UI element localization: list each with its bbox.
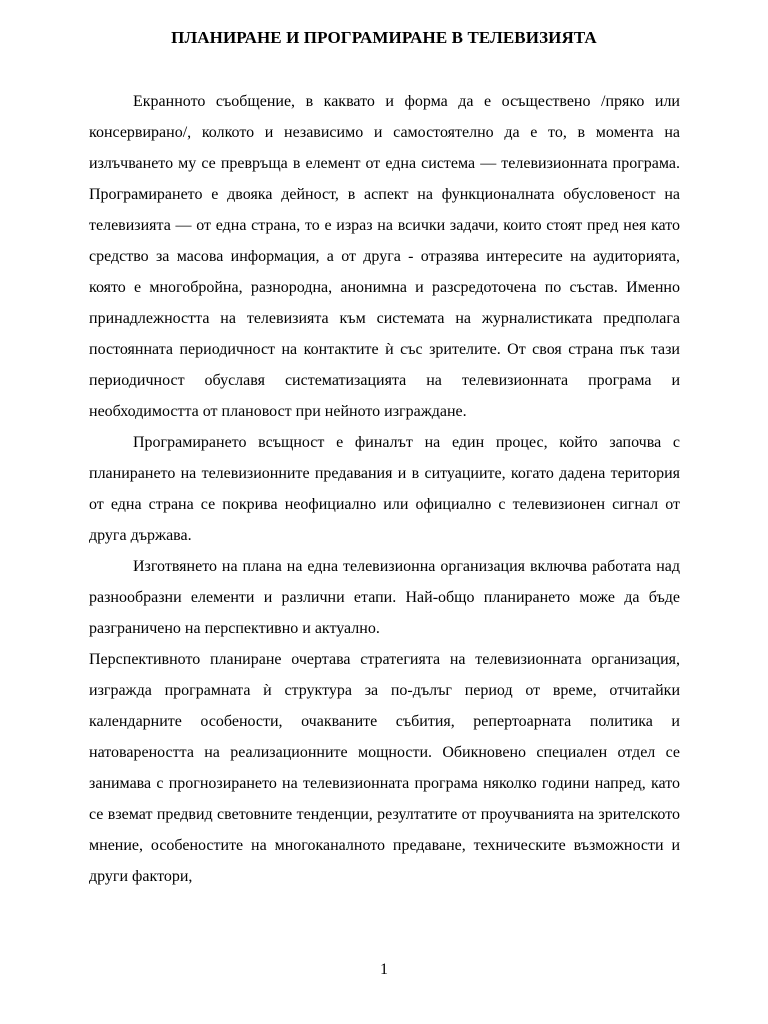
paragraph-2: Програмирането всъщност е финалът на един процес, който започва с планирането на телевизионните предавания и в ситуациите, когато дадена територия от една страна се покрива неофициално или официално с телевизионен сигнал от друга държава. bbox=[89, 434, 680, 544]
page-number: 1 bbox=[380, 961, 388, 978]
paragraph-4: Перспективното планиране очертава стратегията на телевизионната организация, изгражда програмната ѝ структура за по-дълъг период от време, отчитайки календарните особености, очакваните събития, репертоарната политика и натовареността на реализационните мощности. Обикновено специален отдел се занимава с прогнозирането на телевизионната програма няколко години напред, като се вземат предвид световните тенденции, резултатите от проучванията на зрителското мнение, особеностите на многоканалното предаване, техническите възможности и други фактори, bbox=[89, 651, 680, 885]
document-body bbox=[89, 86, 680, 892]
paragraph-1: Екранното съобщение, в каквато и форма да е осъществено /пряко или консервирано/, колкото и независимо и самостоятелно да е то, в момента на излъчването му се превръща в елемент от една система — телевизионната програма. Програмирането е двояка дейност, в аспект на функционалната обусловеност на телевизията — от една страна, то е израз на всички задачи, които стоят пред нея като средство за масова информация, а от друга - отразява интересите на аудиторията, която е многобройна, разнородна, анонимна и разсредоточена по състав. Именно принадлежността на телевизията към системата на журналистиката предполага постоянната периодичност на контактите ѝ със зрителите. От своя страна пък тази периодичност обуславя систематизацията на телевизионната програма и необходимостта от плановост при нейното изграждане. bbox=[89, 93, 680, 420]
paragraph-3: Изготвянето на плана на една телевизионна организация включва работата над разнообразни елементи и различни етапи. Най-общо планирането може да бъде разграничено на перспективно и актуално. bbox=[89, 558, 680, 637]
document-title: ПЛАНИРАНЕ И ПРОГРАМИРАНЕ В ТЕЛЕВИЗИЯТА bbox=[171, 28, 597, 47]
